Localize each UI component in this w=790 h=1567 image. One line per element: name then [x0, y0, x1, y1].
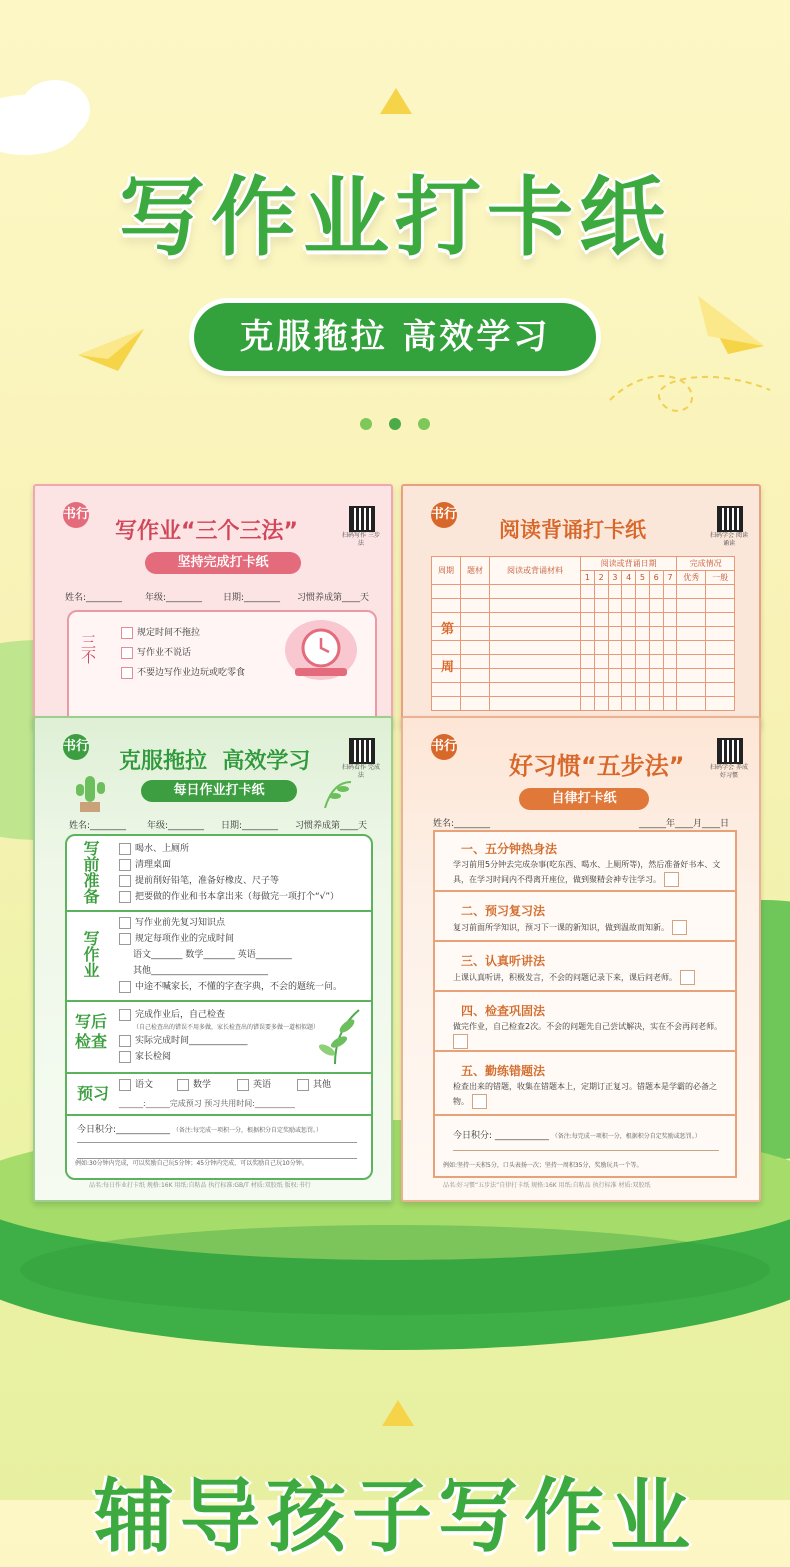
- steps-box: [433, 830, 737, 1178]
- step-heading: 三、认真听讲法: [461, 954, 546, 968]
- table-cell[interactable]: [608, 697, 622, 711]
- preview-subject: 其他: [297, 1078, 331, 1093]
- th-day: 2: [594, 571, 608, 585]
- check-item: [119, 1034, 248, 1049]
- table-row: [432, 655, 735, 669]
- date-field: ______年____月____日: [639, 819, 730, 829]
- table-cell[interactable]: [636, 641, 650, 655]
- table-cell[interactable]: [490, 599, 581, 613]
- table-cell[interactable]: [622, 683, 636, 697]
- name-field: 姓名:________: [433, 819, 491, 829]
- step-heading: 四、检查巩固法: [461, 1004, 546, 1018]
- step-text: 做完作业，自己检查2次。不会的问题先自己尝试解决，实在不会再问老师。: [453, 1020, 723, 1049]
- qr-code-icon: [717, 738, 743, 764]
- rules-box: [67, 610, 377, 728]
- table-cell[interactable]: [636, 613, 650, 627]
- section-label: 预习: [76, 1084, 109, 1103]
- step-block: [435, 832, 735, 892]
- table-cell[interactable]: [608, 669, 622, 683]
- badge: 坚持完成打卡纸: [145, 552, 301, 574]
- table-cell[interactable]: [636, 697, 650, 711]
- th-period: 周期: [432, 557, 461, 585]
- table-cell[interactable]: [649, 683, 663, 697]
- table-row: [432, 627, 735, 641]
- step-text: 检查出来的错题，收集在错题本上，定期订正复习。错题本是学霸的必备之物。: [453, 1080, 723, 1109]
- table-cell[interactable]: [490, 697, 581, 711]
- step-checkbox[interactable]: [664, 872, 679, 887]
- th-day: 7: [663, 571, 677, 585]
- table-cell[interactable]: [594, 697, 608, 711]
- rule-item-label: 不要边写作业边玩或吃零食: [137, 668, 246, 678]
- step-heading: 一、五分钟热身法: [461, 842, 558, 856]
- table-cell[interactable]: [677, 641, 706, 655]
- table-cell[interactable]: [677, 655, 706, 669]
- table-cell[interactable]: [594, 613, 608, 627]
- check-item: [119, 980, 342, 995]
- name-field: 姓名:________: [65, 593, 123, 603]
- rule-item: [121, 666, 245, 681]
- table-cell[interactable]: [594, 627, 608, 641]
- check-item-label: 中途不喊家长，不懂的字查字典，不会的题统一问。: [135, 982, 343, 992]
- table-cell[interactable]: [663, 585, 677, 599]
- th-day: 5: [636, 571, 650, 585]
- indicator-dot: [360, 418, 372, 430]
- check-note: （自己检查出的错误不用多做，家长检查出的错误要多做一道相似题）: [133, 1024, 320, 1031]
- table-cell[interactable]: [594, 683, 608, 697]
- side-label: 三不: [79, 634, 97, 664]
- grade-field: 年级:________: [145, 593, 203, 603]
- table-cell[interactable]: [706, 669, 735, 683]
- table-cell[interactable]: [677, 683, 706, 697]
- check-item-label: 喝水、上厕所: [135, 844, 190, 854]
- check-item-label: 规定每项作业的完成时间: [135, 934, 235, 944]
- table-cell[interactable]: [461, 613, 490, 627]
- table-cell[interactable]: [636, 669, 650, 683]
- rule-item-label: 写作业不说话: [137, 648, 192, 658]
- step-block: [435, 892, 735, 942]
- table-cell[interactable]: [461, 697, 490, 711]
- date-field: 日期:________: [221, 821, 279, 831]
- table-cell[interactable]: [636, 683, 650, 697]
- table-cell[interactable]: [636, 585, 650, 599]
- th-status: 完成情况: [677, 557, 735, 571]
- badge: 每日作业打卡纸: [141, 780, 297, 802]
- table-row: [432, 585, 735, 599]
- table-cell[interactable]: [677, 627, 706, 641]
- table-cell[interactable]: [594, 585, 608, 599]
- rule-item: [121, 626, 200, 641]
- table-row: [432, 613, 735, 627]
- table-cell[interactable]: [622, 613, 636, 627]
- table-cell[interactable]: [608, 683, 622, 697]
- indicator-dot: [418, 418, 430, 430]
- step-text: 学习前用5分钟去完成杂事(吃东西、喝水、上厕所等)，然后准备好书本、文具，在学习时间内不得离开座位，做到聚精会神专注学习。: [453, 858, 723, 887]
- bottom-headline: 辅导孩子写作业: [94, 1470, 696, 1563]
- brand-logo: 书行: [431, 734, 457, 760]
- checklist-box: [65, 834, 373, 1180]
- habit-day-field: 习惯养成第____天: [295, 821, 368, 831]
- indicator-dot: [389, 418, 401, 430]
- qr-caption: 扫码写作 三步法: [342, 532, 380, 547]
- th-excellent: 优秀: [677, 571, 706, 585]
- table-cell[interactable]: [706, 641, 735, 655]
- check-item: [119, 932, 234, 947]
- th-day: 4: [622, 571, 636, 585]
- table-row: [432, 669, 735, 683]
- score-line: [453, 1150, 719, 1151]
- podium-shadow: [20, 1225, 770, 1315]
- footer-text: 品名:每日作业打卡纸 规格:16K 用纸:自粘品 执行标准:GB/T 材质:双胶纸 版权:书行: [89, 1182, 311, 1189]
- step-heading: 五、勤练错题法: [461, 1064, 546, 1078]
- table-cell[interactable]: [432, 641, 461, 655]
- table-cell[interactable]: [461, 641, 490, 655]
- table-cell[interactable]: [461, 655, 490, 669]
- table-cell[interactable]: [608, 585, 622, 599]
- table-cell[interactable]: [622, 655, 636, 669]
- qr-caption: 扫码学会 养成好习惯: [710, 764, 748, 779]
- table-cell[interactable]: [581, 669, 595, 683]
- table-cell[interactable]: [677, 613, 706, 627]
- section-label: 写后检查: [74, 1012, 107, 1051]
- table-cell[interactable]: [461, 669, 490, 683]
- step-checkbox[interactable]: [472, 1094, 487, 1109]
- card-pink: [33, 484, 393, 728]
- step-block: [435, 992, 735, 1052]
- step-checkbox[interactable]: [680, 970, 695, 985]
- table-cell[interactable]: [677, 697, 706, 711]
- table-cell[interactable]: [461, 599, 490, 613]
- rule-item-label: 规定时间不拖拉: [137, 628, 201, 638]
- card-title: 好习惯“五步法”: [509, 752, 685, 780]
- paper-plane-icon: [688, 296, 768, 366]
- table-cell[interactable]: [636, 627, 650, 641]
- table-cell[interactable]: [608, 613, 622, 627]
- table-cell[interactable]: [649, 599, 663, 613]
- th-material: 题材: [461, 557, 490, 585]
- qr-caption: 扫码看作 完成法: [342, 764, 380, 779]
- table-cell[interactable]: [581, 697, 595, 711]
- table-cell[interactable]: [649, 627, 663, 641]
- table-cell[interactable]: [622, 627, 636, 641]
- section-prepare: [67, 836, 371, 912]
- table-cell[interactable]: [432, 599, 461, 613]
- table-cell[interactable]: [622, 599, 636, 613]
- table-cell[interactable]: [622, 641, 636, 655]
- table-cell[interactable]: [636, 599, 650, 613]
- check-item: [119, 1050, 171, 1065]
- check-item: [119, 890, 339, 905]
- table-cell[interactable]: [649, 669, 663, 683]
- step-heading: 二、预习复习法: [461, 904, 546, 918]
- example-text: 例如:30分钟内完成，可以奖励自己玩5分钟；45分钟内完成，可以奖励自己玩10分钟。: [75, 1160, 308, 1167]
- table-cell[interactable]: [608, 627, 622, 641]
- table-cell[interactable]: [490, 683, 581, 697]
- table-cell[interactable]: [461, 683, 490, 697]
- table-cell[interactable]: [581, 585, 595, 599]
- page-headline: 写作业打卡纸: [119, 168, 671, 268]
- table-cell[interactable]: [706, 683, 735, 697]
- table-cell[interactable]: [622, 585, 636, 599]
- table-cell[interactable]: [461, 627, 490, 641]
- table-cell[interactable]: [649, 613, 663, 627]
- table-cell[interactable]: [649, 641, 663, 655]
- table-cell[interactable]: [663, 641, 677, 655]
- dashed-path-decoration: [600, 360, 780, 430]
- score-label: 今日积分: ____________ （备注:每完成一项积一分，根据积分自定奖励或惩罚。）: [453, 1131, 701, 1141]
- table-cell[interactable]: [677, 585, 706, 599]
- table-cell[interactable]: [594, 669, 608, 683]
- table-row: [432, 697, 735, 711]
- alarm-clock-icon: [281, 614, 361, 684]
- brand-logo: 书行: [431, 502, 457, 528]
- th-content: 阅读或背诵材料: [490, 557, 581, 585]
- table-cell[interactable]: [663, 655, 677, 669]
- qr-caption: 扫码学会 阅读诵读: [710, 532, 748, 547]
- check-item-label: 清理桌面: [135, 860, 172, 870]
- table-cell[interactable]: [706, 627, 735, 641]
- table-cell[interactable]: [706, 599, 735, 613]
- table-cell[interactable]: [581, 627, 595, 641]
- preview-subject: 数学: [177, 1078, 211, 1093]
- qr-code-icon: [349, 738, 375, 764]
- triangle-decoration: [382, 1400, 414, 1426]
- table-cell[interactable]: [622, 697, 636, 711]
- cactus-icon: [71, 772, 111, 814]
- name-field: 姓名:________: [69, 821, 127, 831]
- table-cell[interactable]: [432, 697, 461, 711]
- section-check: [67, 1002, 371, 1074]
- table-cell[interactable]: [649, 655, 663, 669]
- table-cell[interactable]: [706, 655, 735, 669]
- brand-logo: 书行: [63, 734, 89, 760]
- check-item-label: 家长检阅: [135, 1052, 172, 1062]
- check-item: [119, 874, 279, 889]
- table-cell[interactable]: [432, 585, 461, 599]
- table-cell[interactable]: [581, 683, 595, 697]
- table-cell[interactable]: [706, 697, 735, 711]
- section-homework: [67, 912, 371, 1002]
- preview-subject: 英语: [237, 1078, 271, 1093]
- card-title: 写作业“三个三法”: [115, 519, 298, 544]
- table-cell[interactable]: [594, 599, 608, 613]
- badge: 自律打卡纸: [519, 788, 649, 810]
- rule-item: [121, 646, 191, 661]
- table-cell[interactable]: [636, 655, 650, 669]
- table-cell[interactable]: [649, 585, 663, 599]
- table-cell[interactable]: [581, 613, 595, 627]
- table-cell[interactable]: [594, 641, 608, 655]
- section-label: 写前准备: [81, 840, 100, 904]
- qr-code-icon: [349, 506, 375, 532]
- section-label: 写作业: [81, 930, 100, 978]
- paper-plane-icon: [78, 325, 148, 375]
- habit-day-field: 习惯养成第____天: [297, 593, 370, 603]
- table-cell[interactable]: [608, 655, 622, 669]
- table-cell[interactable]: [608, 641, 622, 655]
- th-day: 3: [608, 571, 622, 585]
- section-preview: [67, 1074, 371, 1116]
- date-field: 日期:________: [223, 593, 281, 603]
- example-text: 例如:坚持一天积5分，口头表扬一次；坚持一周积35分，奖励玩具一个等。: [443, 1162, 643, 1169]
- score-line: [77, 1142, 357, 1143]
- th-dates: 阅读或背诵日期: [581, 557, 677, 571]
- table-cell[interactable]: [649, 697, 663, 711]
- qr-code-icon: [717, 506, 743, 532]
- score-label: 今日积分:____________ （备注:每完成一项积一分，根据积分自定奖励或惩罚。）: [77, 1125, 322, 1135]
- check-item-label: 实际完成时间_____________: [135, 1036, 248, 1046]
- subtitle-pill: 克服拖拉 高效学习: [194, 303, 596, 371]
- other-line: 其他__________________________: [133, 966, 269, 976]
- week-label: 周: [441, 660, 455, 675]
- table-cell[interactable]: [663, 683, 677, 697]
- cloud-decoration: [20, 80, 90, 140]
- subject-line: 语文_______ 数学_______ 英语________: [133, 950, 292, 960]
- check-item: [119, 842, 189, 857]
- step-checkbox[interactable]: [453, 1034, 468, 1049]
- check-item-label: 写作业前先复习知识点: [135, 918, 226, 928]
- table-row: [432, 599, 735, 613]
- table-cell[interactable]: [677, 599, 706, 613]
- table-cell[interactable]: [663, 669, 677, 683]
- table-row: [432, 641, 735, 655]
- step-checkbox[interactable]: [672, 920, 687, 935]
- table-cell[interactable]: [677, 669, 706, 683]
- table-cell[interactable]: [490, 641, 581, 655]
- th-normal: 一般: [706, 571, 735, 585]
- step-text: 上课认真听讲，积极发言，不会的问题记录下来，课后问老师。: [453, 970, 723, 985]
- leaf-icon: [321, 778, 355, 812]
- footer-text: 品名:好习惯“五步法”自律打卡纸 规格:16K 用纸:自粘品 执行标准 材质:双胶纸: [443, 1182, 651, 1189]
- th-day: 1: [581, 571, 595, 585]
- plant-icon: [307, 1006, 363, 1066]
- table-cell[interactable]: [432, 683, 461, 697]
- table-cell[interactable]: [622, 669, 636, 683]
- step-block: [435, 1052, 735, 1116]
- step-text: 复习前面所学知识，预习下一课的新知识，做到温故而知新。: [453, 920, 723, 935]
- week-label: 第: [441, 622, 455, 637]
- table-cell[interactable]: [490, 669, 581, 683]
- triangle-decoration: [380, 88, 412, 114]
- brand-logo: 书行: [63, 502, 89, 528]
- table-cell[interactable]: [663, 599, 677, 613]
- table-cell[interactable]: [490, 613, 581, 627]
- th-day: 6: [649, 571, 663, 585]
- check-item-label: 完成作业后，自己检查: [135, 1010, 226, 1020]
- check-item: [119, 858, 171, 873]
- table-cell[interactable]: [581, 599, 595, 613]
- check-item-label: 提前削好铅笔，准备好橡皮、尺子等: [135, 876, 280, 886]
- table-row: [432, 683, 735, 697]
- table-cell[interactable]: [706, 585, 735, 599]
- card-title: 阅读背诵打卡纸: [499, 518, 646, 542]
- card-title: 克服拖拉 高效学习: [119, 749, 311, 774]
- table-cell[interactable]: [706, 613, 735, 627]
- grade-field: 年级:________: [147, 821, 205, 831]
- table-cell[interactable]: [490, 655, 581, 669]
- check-item: [119, 916, 225, 931]
- table-cell[interactable]: [663, 613, 677, 627]
- card-green: [33, 716, 393, 1202]
- table-cell[interactable]: [663, 697, 677, 711]
- preview-time: ______:______完成预习 预习共用时间:__________: [119, 1099, 295, 1108]
- table-cell[interactable]: [581, 641, 595, 655]
- table-cell[interactable]: [490, 585, 581, 599]
- table-cell[interactable]: [663, 627, 677, 641]
- preview-subject: 语文: [119, 1078, 153, 1093]
- reading-table: [431, 556, 735, 711]
- table-cell[interactable]: [490, 627, 581, 641]
- check-item-label: 把要做的作业和书本拿出来（每做完一项打个“√”）: [135, 892, 340, 902]
- card-reading: [401, 484, 761, 728]
- table-cell[interactable]: [594, 655, 608, 669]
- table-cell[interactable]: [581, 655, 595, 669]
- table-cell[interactable]: [608, 599, 622, 613]
- card-steps: [401, 716, 761, 1202]
- table-cell[interactable]: [461, 585, 490, 599]
- step-block: [435, 942, 735, 992]
